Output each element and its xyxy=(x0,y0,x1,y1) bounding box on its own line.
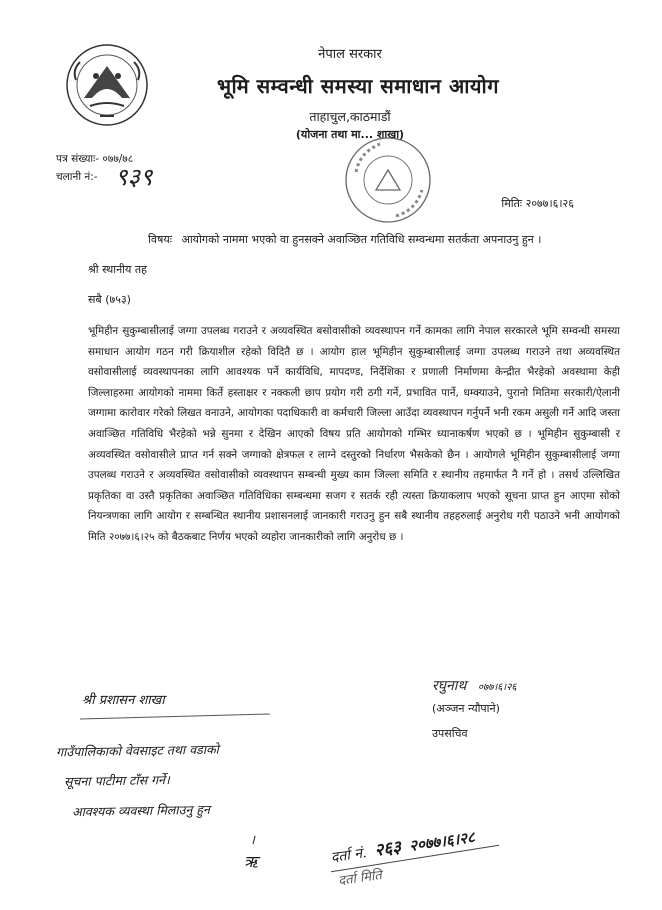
registration-label: दर्ता नं. xyxy=(329,845,368,866)
handwritten-note-1: श्री प्रशासन शाखा xyxy=(82,693,165,708)
handwritten-note-2: गाउँपालिकाको वेवसाइट तथा वडाको xyxy=(55,741,219,760)
recipient-line-2: सबै (७५३) xyxy=(88,293,131,306)
dispatch-number-handwritten: ९३९ xyxy=(115,163,153,191)
letter-body: भूमिहीन सुकुम्बासीलाई जग्गा उपलब्ध गराउने र अव्यवस्थित बसोवासीको व्यवस्थापन गर्ने कामका लागि नेपाल सरकारले भूमि सम्वन्धी समस्या समाधान आयोग गठन गरी क्रियाशील रहेको विदितै छ । आयोग हाल भूमिहीन सुकुम्बासीलाई जग्गा उपलब्ध गराउने तथा अव्यवस्थित वसोवासीलाई व्यवस्थापनका लागि आवश्यक पर्ने कार्यविधि, मापदण्ड, निर्देशिका र प्रणाली निर्माणमा केन्द्रीत भैरहेको अवस्थामा केही जिल्लाहरुमा आयोगको नाममा किर्ते हस्ताक्षर र नक्कली छाप प्रयोग गरी ठगी गर्ने, प्रभावित पार्ने, धम्क्याउने, पुरानो मितिमा सरकारी/ऐलानी जग्गामा कारोवार गरेको लिखत वनाउने, आयोगका पदाधिकारी वा कर्मचारी जिल्ला आउँदा व्यवस्थापन गर्नुपर्ने भनी रकम असुली गर्ने आदि जस्ता अवाञ्छित गतिविधि भैरहेको भन्ने सुनमा र देखिन आएको विषय प्रति आयोगको गम्भिर ध्यानाकर्षण भएको छ । भूमिहीन सुकुम्बासी र अव्यवस्थित वसोवासीले प्राप्त गर्न सक्ने जग्गाको क्षेत्रफल र लाग्ने दस्तुरको निर्धारण भैसकेको छैन । आयोगले भूमिहीन सुकुम्बासीलाई जग्गा उपलब्ध गराउने र अव्यवस्थित वसोवासीको व्यवस्थापन सम्बन्धी मुख्य काम जिल्ला समिति र स्थानीय तहमार्फत नै गर्ने हो । तसर्थ उल्लिखित प्रकृतिका वा उस्तै प्रकृतिका अवाञ्छित गतिविधिका सम्बन्धमा सजग र सतर्क रही त्यस्ता क्रियाकलाप भएको सूचना प्राप्त हुन आएमा सोको नियन्त्रणका लागि आयोग र सम्बन्धित स्थानीय प्रशासनलाई जानकारी गराउनु हुन सबै स्थानीय तहहरुलाई अनुरोध गरी पठाउने भनी आयोगको मिति २०७७।६।२५ को बैठकबाट निर्णय भएको व्यहोरा जानकारीको लागि अनुरोध छ । xyxy=(88,325,620,543)
handwritten-note-5: । xyxy=(250,833,255,848)
subject-text: आयोगको नाममा भएको वा हुनसक्ने अवाञ्छित गतिविधि सम्वन्धमा सतर्कता अपनाउनु हुन । xyxy=(181,233,542,246)
office-address: ताहाचुल,काठमाडौं xyxy=(309,109,391,124)
subject-line xyxy=(148,232,541,247)
handwritten-note-4: आवश्यक व्यवस्था मिलाउनु हुन xyxy=(71,801,211,820)
letter-date: मितिः २०७७।६।२६ xyxy=(501,197,574,210)
registration-date-label: दर्ता मिति xyxy=(337,868,383,889)
registration-date: २०७७।६।२८ xyxy=(408,827,476,855)
signature-block xyxy=(432,676,572,741)
signatory-name: (अञ्जन न्यौपाने) xyxy=(432,702,500,715)
registration-number: २६३ xyxy=(373,837,403,861)
dispatch-label: चलानी नं:- xyxy=(56,171,98,183)
letter-reference: पत्र संख्याः- ०७७/७८ xyxy=(56,153,134,165)
office-seal-stamp xyxy=(340,132,436,228)
signature-scribble: रघुनाथ xyxy=(432,678,467,694)
government-name: नेपाल सरकार xyxy=(318,47,382,62)
signatory-title: उपसचिव xyxy=(432,727,468,740)
handwritten-underline xyxy=(80,714,270,720)
handwritten-initial: ऋ xyxy=(244,852,258,871)
nepal-emblem-icon xyxy=(62,40,152,130)
branch-name: (योजना तथा मा... शाखा) xyxy=(295,128,405,141)
commission-name: भूमि सम्वन्धी समस्या समाधान आयोग xyxy=(217,74,499,98)
recipient-line-1: श्री स्थानीय तह xyxy=(88,263,148,276)
handwritten-note-3: सूचना पाटीमा टाँस गर्ने। xyxy=(63,772,170,789)
subject-label: विषयः xyxy=(148,233,172,246)
signature-date: ०७७।६।२६ xyxy=(477,682,517,693)
